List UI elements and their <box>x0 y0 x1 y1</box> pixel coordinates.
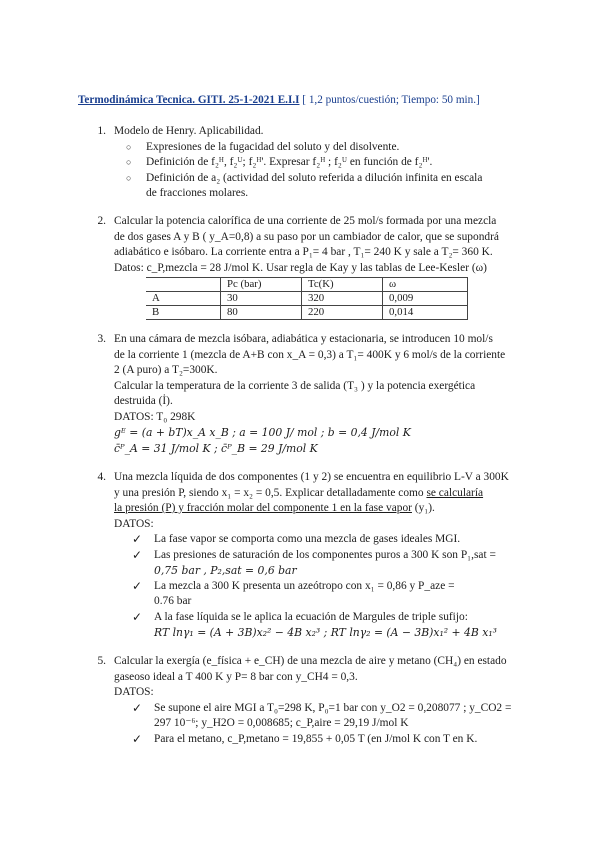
table-cell: 0,009 <box>383 292 468 306</box>
list-item-continuation: de fracciones molares. <box>146 187 249 199</box>
table-header-row <box>146 278 468 292</box>
question-text: adiabático e isóbaro. La corriente entra a P₁= 4 bar , T₁= 240 K y sale a T₂= 360 K. <box>114 246 493 258</box>
check-icon: ✓ <box>132 532 143 546</box>
question-text: Calcular la potencia calorífica de una corriente de 25 mol/s formada por una mezcla <box>114 215 497 227</box>
bullet-icon: ○ <box>126 172 132 183</box>
question-text: destruida (İ). <box>114 395 173 407</box>
question-text: Datos: c_P,mezcla = 28 J/mol K. Usar regla de Kay y las tablas de Lee-Kesler (ω) <box>114 261 487 274</box>
table-header-cell: ω <box>383 278 468 292</box>
table-cell: 220 <box>302 306 383 320</box>
list-item: ✓ La fase vapor se comporta como una mezcla de gases ideales MGI. <box>132 532 461 546</box>
data-formula: c̄ᴾ_A = 31 J/mol K ; c̄ᴾ_B = 29 J/mol K <box>114 441 318 455</box>
question-number: 5. <box>97 655 106 667</box>
question-text: Una mezcla líquida de dos componentes (1 y 2) se encuentra en equilibrio L-V a 300K <box>114 471 509 483</box>
question-text: de la corriente 1 (mezcla de A+B con x_A = 0,3) a T₁= 400K y 6 mol/s de la corriente <box>114 348 506 361</box>
list-item: ✓ A la fase líquida se le aplica la ecuación de Margules de triple sufijo: <box>132 609 468 624</box>
table-cell: 0,014 <box>383 306 468 320</box>
question-text: 2 (A puro) a T₂=300K. <box>114 364 218 376</box>
list-item: ○ Definición de f₂ᴴ, f₂ᵁ; f₂ᴴ'. Expresar f₂ᴴ ; f₂ᵁ en función de f₂ᴴ'. <box>114 155 568 171</box>
table-header-cell: Pc (bar) <box>221 278 302 292</box>
data-heading: DATOS: T₀ 298K <box>114 410 196 423</box>
list-item: ○ Expresiones de la fugacidad del soluto y del disolvente. <box>114 140 568 156</box>
question-number: 1. <box>97 125 106 137</box>
list-item: ✓ Se supone el aire MGI a T₀=298 K, P₀=1 bar con y_O2 = 0,208077 ; y_CO2 = <box>132 700 512 715</box>
table-cell: B <box>146 306 221 320</box>
question-number: 4. <box>97 471 106 483</box>
question-number: 2. <box>97 215 106 227</box>
bullet-icon: ○ <box>126 157 132 167</box>
question-number: 3. <box>97 333 106 345</box>
list-item-continuation: RT lnγ₁ = (A + 3B)x₂² − 4B x₂³ ; RT lnγ₂ = (A − 3B)x₁² + 4B x₁³ <box>154 626 497 639</box>
check-icon: ✓ <box>132 578 143 593</box>
question-text: Modelo de Henry. Aplicabilidad. <box>114 125 264 137</box>
check-icon: ✓ <box>132 547 143 562</box>
table-cell: 30 <box>221 292 302 306</box>
question-text: Calcular la temperatura de la corriente 3 de salida (T₃ ) y la potencia exergética <box>114 379 476 392</box>
exam-header <box>78 94 480 106</box>
list-item: ○ Definición de a₂ (actividad del soluto referida a dilución infinita en escala <box>114 171 568 187</box>
bullet-icon: ○ <box>126 141 132 152</box>
data-formula: gᴱ = (a + bT)x_A x_B ; a = 100 J/ mol ; b = 0,4 J/mol K <box>114 426 411 439</box>
table-row <box>146 292 468 306</box>
list-item-continuation: 0.76 bar <box>154 595 192 607</box>
check-icon: ✓ <box>132 731 143 746</box>
list-item-continuation: 0,75 bar , P₂,sat = 0,6 bar <box>154 564 297 577</box>
question-text: la presión (P) y fracción molar del componente 1 en la fase vapor (y₁). <box>114 502 435 514</box>
question-text: y una presión P, siendo x₁ = x₂ = 0,5. Explicar detalladamente como se calcularía <box>114 486 484 499</box>
exam-scoring-info: [ 1,2 puntos/cuestión; Tiempo: 50 min.] <box>299 94 480 106</box>
exam-title: Termodinámica Tecnica. GITI. 25-1-2021 E.I.I <box>78 94 300 106</box>
table-cell: 320 <box>302 292 383 306</box>
gas-properties-table <box>146 277 468 320</box>
list-item: ✓ Para el metano, c_P,metano = 19,855 + 0,05 T (en J/mol K con T en K. <box>132 731 478 746</box>
table-row <box>146 306 468 320</box>
question-text: de dos gases A y B ( y_A=0,8) a su paso por un cambiador de calor, que se supondrá <box>114 230 499 243</box>
check-icon: ✓ <box>132 700 143 715</box>
data-heading: DATOS: <box>114 686 154 698</box>
table-header-cell <box>146 278 221 292</box>
table-header-cell: Tc(K) <box>302 278 383 292</box>
table-cell: A <box>146 292 221 306</box>
question-text: Calcular la exergía (e_física + e_CH) de una mezcla de aire y metano (CH₄) en estado <box>114 655 507 667</box>
question-text: gaseoso ideal a T 400 K y P= 8 bar con y_CH4 = 0,3. <box>114 670 358 683</box>
list-item: ✓ Las presiones de saturación de los componentes puros a 300 K son P₁,sat = <box>132 547 496 562</box>
data-heading: DATOS: <box>114 517 154 530</box>
table-cell: 80 <box>221 306 302 320</box>
question-text: En una cámara de mezcla isóbara, adiabática y estacionaria, se introducen 10 mol/s <box>114 333 493 345</box>
list-item: ✓ La mezcla a 300 K presenta un azeótropo con x₁ = 0,86 y P_aze = <box>132 578 455 593</box>
list-item-continuation: 297 10⁻⁶; y_H2O = 0,008685; c_P,aire = 29,19 J/mol K <box>154 717 409 729</box>
check-icon: ✓ <box>132 609 143 624</box>
